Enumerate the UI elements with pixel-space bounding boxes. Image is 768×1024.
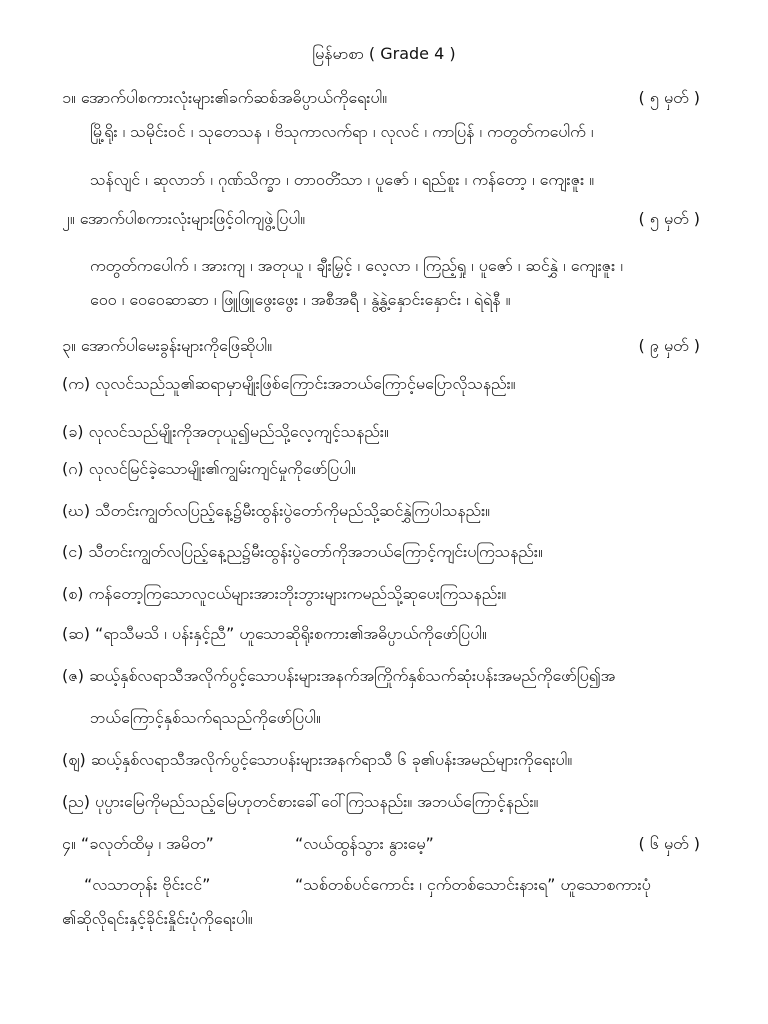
question-3-item-continuation: ဘယ်ကြောင့်နှစ်သက်ရသည်ကိုဖော်ပြပါ။ — [90, 708, 321, 727]
question-2-words-line-1: ကတွတ်ကပေါက် ၊ အားကျ ၊ အတုယူ ၊ ချီးမြှင့် ၊ လေ့လာ ၊ ကြည့်ရှု ၊ ပူဇော် ၊ ဆင်နွှဲ ၊ ကျေးဇူး ၊ — [90, 256, 623, 275]
question-3-item: (စ) ကန်တော့ကြသောလူငယ်များအားဘိုးဘွားများကမည်သို့ဆုပေးကြသနည်း။ — [62, 584, 507, 603]
question-4-proverb-1: ၄။ “ခလုတ်ထိမှ ၊ အမိတ” — [62, 834, 214, 853]
question-3-item: (ဆ) “ရာသီမသိ ၊ ပန်းနှင့်ညီ” ဟူသောဆိုရိုးစကား၏အဓိပ္ပာယ်ကိုဖော်ပြပါ။ — [62, 624, 487, 643]
question-4-proverb-3: “လသာတုန်း ဗိုင်းငင်” — [84, 875, 211, 894]
question-3-marks: ( ၉ မှတ် ) — [638, 336, 700, 355]
question-3-item: (ဂ) လုလင်မြင်ခဲ့သောမျိုး၏ကျွမ်းကျင်မှုကိုဖော်ပြပါ။ — [62, 459, 356, 478]
question-2-marks: ( ၅ မှတ် ) — [638, 209, 700, 228]
question-3-item: (င) သီတင်းကျွတ်လပြည့်နေ့ည၌မီးထွန်းပွဲတော်ကိုအဘယ်ကြောင့်ကျင်းပကြသနည်း။ — [62, 542, 543, 561]
question-3-heading: ၃။ အောက်ပါမေးခွန်းများကိုဖြေဆိုပါ။ — [62, 336, 273, 355]
question-2-words-line-2: ဝေဝ ၊ ဝေဝေဆာဆာ ၊ ဖြူဖြူဖွေးဖွေး ၊ အစီအရီ ၊ နွဲ့နွဲ့နှောင်းနှောင်း ၊ ရဲရဲနီ ။ — [90, 290, 511, 309]
question-3-item: (ည) ပုပ္ပားမြေကိုမည်သည့်မြေဟုတင်စားခေါ်ဝေါ်ကြသနည်း။ အဘယ်ကြောင့်နည်း။ — [62, 792, 539, 811]
question-1-words-line-1: မြို့ရိုး ၊ သမိုင်းဝင် ၊ သုတေသန ၊ ဗိသုကာလက်ရာ ၊ လုလင် ၊ ကာပြန် ၊ ကတွတ်ကပေါက် ၊ — [90, 122, 594, 141]
question-4-instruction: ၏ဆိုလိုရင်းနှင့်ခိုင်းနှိုင်းပုံကိုရေးပါ။ — [62, 909, 253, 928]
question-3-item: (ဇ) ဆယ့်နှစ်လရာသီအလိုက်ပွင့်သောပန်းများအနက်အကြိုက်နှစ်သက်ဆုံးပန်းအမည်ကိုဖော်ပြ၍အ — [62, 666, 616, 685]
page-title: မြန်မာစာ ( Grade 4 ) — [312, 44, 456, 63]
question-3-item: (ခ) လုလင်သည်မျိုးကိုအတုယူ၍မည်သို့လေ့ကျင့်သနည်း။ — [62, 422, 389, 441]
question-3-item: (ဈ) ဆယ့်နှစ်လရာသီအလိုက်ပွင့်သောပန်းများအနက်ရာသီ ၆ ခု၏ပန်းအမည်များကိုရေးပါ။ — [62, 750, 573, 769]
question-1-heading: ၁။ အောက်ပါစကားလုံးများ၏ခက်ဆစ်အဓိပ္ပာယ်ကိုရေးပါ။ — [62, 88, 388, 107]
question-4-marks: ( ၆ မှတ် ) — [638, 834, 700, 853]
question-1-words-line-2: သန်လျင် ၊ ဆုလာဘ် ၊ ဂုဏ်သိက္ခာ ၊ တာဝတိံသာ ၊ ပူဇော် ၊ ရည်စူး ၊ ကန်တော့ ၊ ကျေးဇူး ။ — [90, 170, 595, 189]
question-1-marks: ( ၅ မှတ် ) — [638, 88, 700, 107]
question-4-proverb-4: “သစ်တစ်ပင်ကောင်း ၊ ငှက်တစ်သောင်းနားရ” ဟူသောစကားပုံ — [295, 875, 651, 894]
question-3-item: (ဃ) သီတင်းကျွတ်လပြည့်နေ့၌မီးထွန်းပွဲတော်ကိုမည်သို့ဆင်နွှဲကြပါသနည်း။ — [62, 501, 490, 520]
question-4-proverb-2: “လယ်ထွန်သွား နွားမေ့” — [295, 834, 434, 853]
question-2-heading: ၂။ အောက်ပါစကားလုံးများဖြင့်ဝါကျဖွဲ့ပြပါ။ — [62, 209, 306, 228]
question-3-item: (က) လုလင်သည်သူ၏ဆရာမှာမျိုးဖြစ်ကြောင်းအဘယ်ကြောင့်မပြောလိုသနည်း။ — [62, 374, 516, 393]
